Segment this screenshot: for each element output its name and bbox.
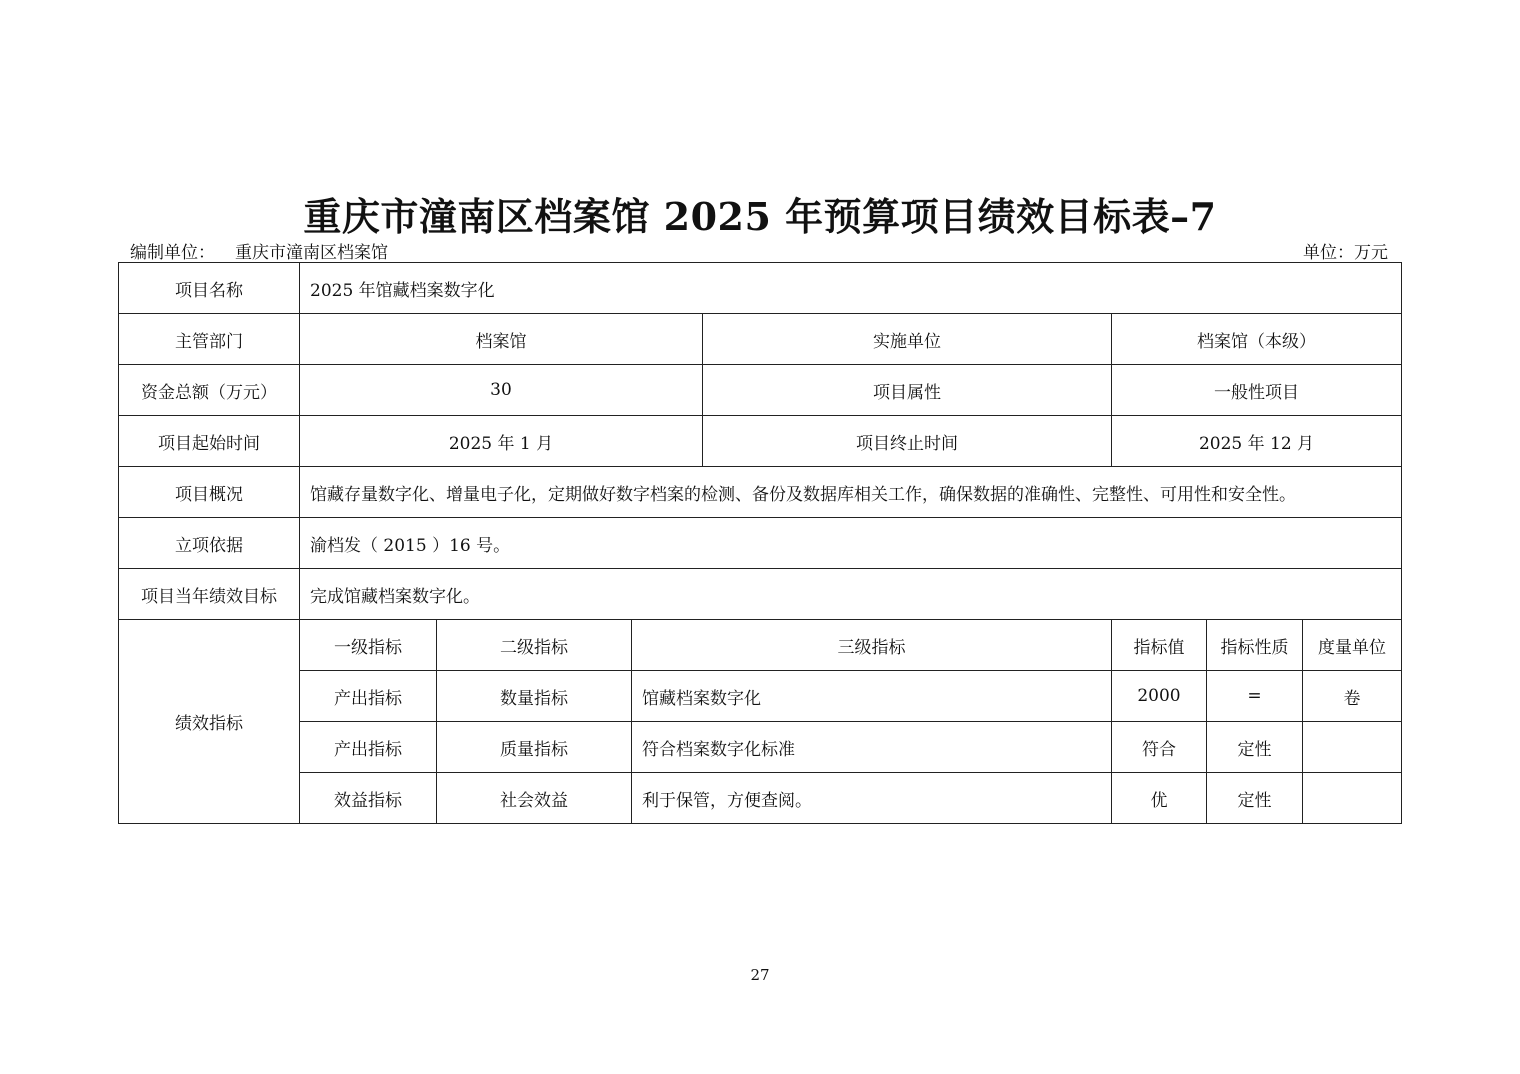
indicator-header-row [119, 620, 1402, 671]
indicator-level3: 馆藏档案数字化 [632, 671, 1112, 722]
department-value: 档案馆 [300, 314, 703, 365]
indicator-header-value: 指标值 [1112, 620, 1207, 671]
indicator-nature: 定性 [1207, 722, 1303, 773]
indicator-header-nature: 指标性质 [1207, 620, 1303, 671]
indicator-value: 2000 [1112, 671, 1207, 722]
indicator-header-unit: 度量单位 [1303, 620, 1402, 671]
fund-total-label: 资金总额（万元） [119, 365, 300, 416]
indicator-nature: 定性 [1207, 773, 1303, 824]
indicator-header-level1: 一级指标 [300, 620, 437, 671]
row-department [119, 314, 1402, 365]
overview-value: 馆藏存量数字化、增量电子化，定期做好数字档案的检测、备份及数据库相关工作，确保数据的准确性、完整性、可用性和安全性。 [300, 467, 1402, 518]
row-fund [119, 365, 1402, 416]
indicator-level2: 社会效益 [437, 773, 632, 824]
page-title: 重庆市潼南区档案馆 2025 年预算项目绩效目标表–7 [303, 194, 1217, 239]
project-attribute-label: 项目属性 [703, 365, 1112, 416]
project-attribute-value: 一般性项目 [1112, 365, 1402, 416]
performance-target-table [118, 262, 1402, 824]
overview-label: 项目概况 [119, 467, 300, 518]
row-overview [119, 467, 1402, 518]
indicator-unit: 卷 [1303, 671, 1402, 722]
end-time-value: 2025 年 12 月 [1112, 416, 1402, 467]
indicator-level2: 数量指标 [437, 671, 632, 722]
indicator-level3: 利于保管，方便查阅。 [632, 773, 1112, 824]
page-number: 27 [750, 966, 770, 984]
indicator-level2: 质量指标 [437, 722, 632, 773]
indicator-level1: 效益指标 [300, 773, 437, 824]
row-annual-goal [119, 569, 1402, 620]
currency-unit: 单位：万元 [1303, 243, 1388, 263]
table-row [119, 671, 1402, 722]
basis-label: 立项依据 [119, 518, 300, 569]
indicator-header-level3: 三级指标 [632, 620, 1112, 671]
end-time-label: 项目终止时间 [703, 416, 1112, 467]
indicator-value: 符合 [1112, 722, 1207, 773]
indicator-nature: = [1207, 671, 1303, 722]
indicator-level1: 产出指标 [300, 671, 437, 722]
indicator-value: 优 [1112, 773, 1207, 824]
implementing-unit-label: 实施单位 [703, 314, 1112, 365]
compiling-unit-label: 编制单位： [130, 243, 215, 263]
table-row [119, 773, 1402, 824]
indicator-level1: 产出指标 [300, 722, 437, 773]
indicator-header-level2: 二级指标 [437, 620, 632, 671]
indicator-unit [1303, 773, 1402, 824]
fund-total-value: 30 [300, 365, 703, 416]
row-basis [119, 518, 1402, 569]
basis-value: 渝档发（ 2015 ）16 号。 [300, 518, 1402, 569]
compiling-unit [130, 238, 388, 263]
project-name-value: 2025 年馆藏档案数字化 [300, 263, 1402, 314]
indicator-unit [1303, 722, 1402, 773]
indicator-level3: 符合档案数字化标准 [632, 722, 1112, 773]
start-time-label: 项目起始时间 [119, 416, 300, 467]
annual-goal-value: 完成馆藏档案数字化。 [300, 569, 1402, 620]
indicators-section-label: 绩效指标 [119, 620, 300, 824]
implementing-unit-value: 档案馆（本级） [1112, 314, 1402, 365]
compiling-unit-value: 重庆市潼南区档案馆 [235, 243, 388, 263]
row-period [119, 416, 1402, 467]
table-row [119, 722, 1402, 773]
project-name-label: 项目名称 [119, 263, 300, 314]
annual-goal-label: 项目当年绩效目标 [119, 569, 300, 620]
start-time-value: 2025 年 1 月 [300, 416, 703, 467]
row-project-name [119, 263, 1402, 314]
department-label: 主管部门 [119, 314, 300, 365]
